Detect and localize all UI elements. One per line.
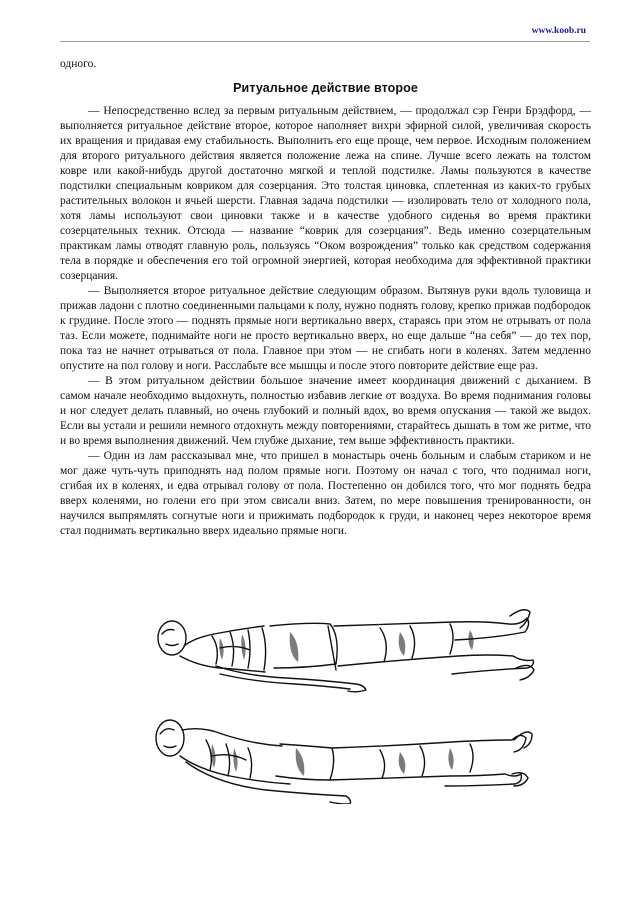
intro-fragment: одного. bbox=[60, 58, 97, 70]
paragraph: — Непосредственно вслед за первым ритуальным действием, — продолжал сэр Генри Брэдфорд, — выполняется ритуальное действие второе, которое наполняет вихри эфирной силой, увеличивая скорость их вращения и придавая ему стабильность. Выполнить его еще проще, чем первое. Исходным положением для второго ритуального действия является положение лежа на спине. Лучше всего лежать на толстом ковре или какой-нибудь другой достаточно мягкой и теплой подстилке. Ламы пользуются в качестве подстилки специальным ковриком для созерцания. Это толстая циновка, сплетенная из каких-то грубых растительных волокон и ячьей шерсти. Главная задача подстилки — изолировать тело от холодного пола, хотя ламы используют свои циновки также и в качестве удобного сиденья во время практики созерцательных техник. Отсюда — название “коврик для созерцания”. Ведь именно созерцательным практикам ламы отводят главную роль, пользуясь “Оком возрождения” только как средством содержания тела в порядке и обеспечения его той огромной энергией, которая необходима для эффективной практики созерцания. bbox=[60, 105, 591, 282]
text-body bbox=[60, 57, 591, 539]
paragraph: — Выполняется второе ритуальное действие следующим образом. Вытянув руки вдоль туловища и прижав ладони с плотно соединенными пальцами к полу, нужно поднять голову, крепко прижав подбородок к грудине. После этого — поднять прямые ноги вертикально вверх, стараясь при этом не отрывать от пола таз. Если можете, поднимайте ноги не просто вертикально вверх, но еще дальше “на себя” — до тех пор, пока таз не начнет отрываться от пола. Главное при этом — не сгибать ноги в коленях. Затем медленно опустите на пол голову и ноги. Расслабьте все мышцы и после этого повторите действие еще раз. bbox=[60, 285, 591, 372]
illustration bbox=[150, 606, 540, 811]
site-link[interactable]: www.koob.ru bbox=[531, 26, 586, 36]
paragraph: — В этом ритуальном действии большое значение имеет координация движений с дыханием. В самом начале необходимо выдохнуть, полностью избавив легкие от воздуха. Во время поднимания головы и ног следует делать плавный, но очень глубокий и полный вдох, во время опускания — такой же выдох. Если вы устали и решили немного отдохнуть между повторениями, старайтесь дышать в том же ритме, что и во время выполнения движений. Чем глубже дыхание, тем выше эффективность практики. bbox=[60, 375, 591, 447]
lying-figure-illustration-bottom bbox=[150, 704, 540, 804]
paragraph: — Один из лам рассказывал мне, что пришел в монастырь очень больным и слабым стариком и не мог даже чуть-чуть приподнять над полом прямые ноги. Поэтому он начал с того, что поднимал ноги, сгибая их в коленях, и едва отрывал голову от пола. Постепенно он добился того, что мог поднять бедра вверх коленями, но голени его при этом свисали вниз. Затем, по мере повышения тренированности, он научился выпрямлять согнутые ноги и прижимать подбородок к груди, и наконец через некоторое время стал поднимать вертикально вверх идеально прямые ноги. bbox=[60, 450, 591, 537]
header-divider bbox=[60, 41, 590, 42]
section-title: Ритуальное действие второе bbox=[233, 81, 418, 95]
lying-figure-illustration-top bbox=[150, 606, 540, 701]
